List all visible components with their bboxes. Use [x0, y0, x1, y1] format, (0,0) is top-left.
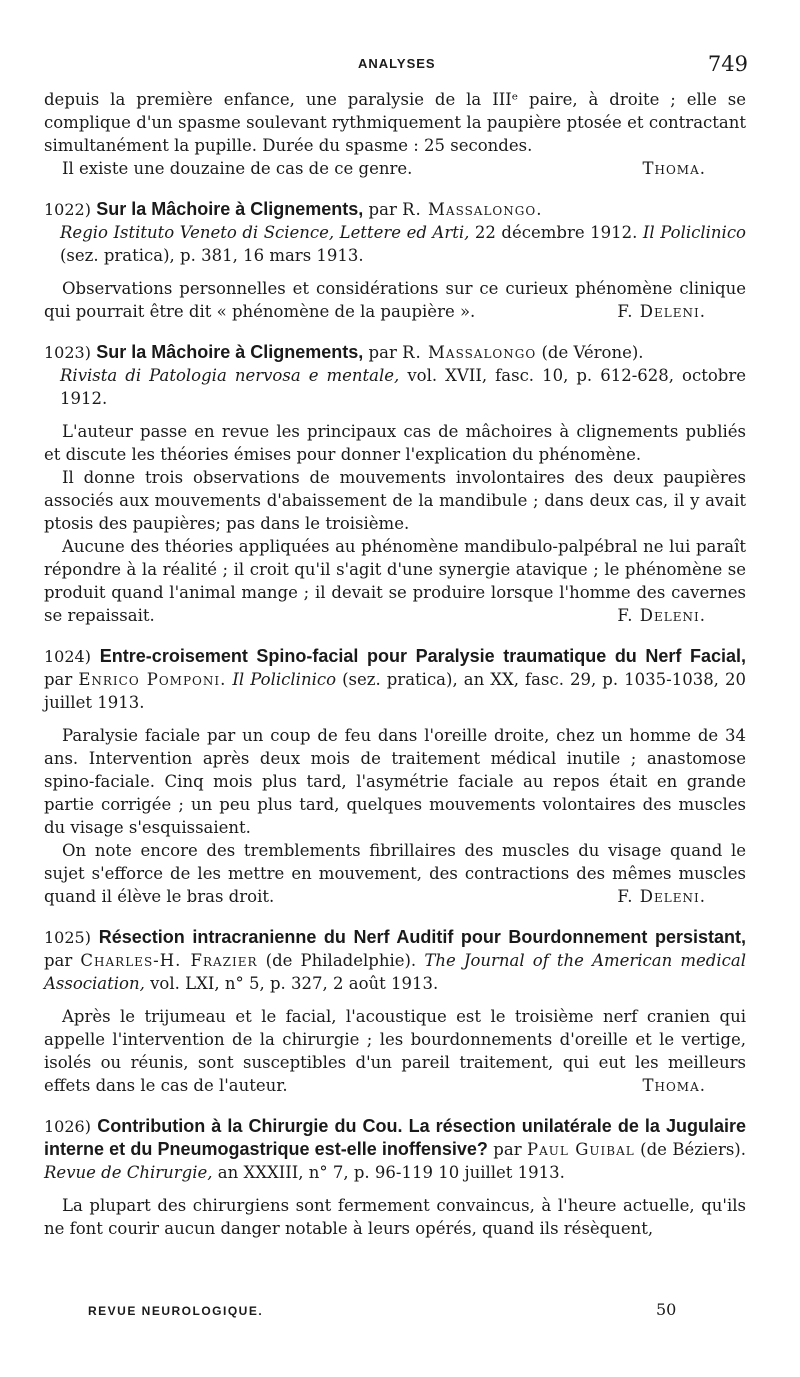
intro-closing: [44, 157, 746, 180]
intro-paragraph-2: Il existe une douzaine de cas de ce genre.: [62, 159, 413, 178]
entry-signature: Thoma.: [642, 1076, 706, 1095]
intro-signature: Thoma.: [642, 159, 706, 178]
entry-number: 1025): [44, 928, 91, 947]
entry-source-journal: Il Policlinico: [232, 670, 337, 689]
entry-by: par: [368, 343, 397, 362]
entry-paragraph: La plupart des chirurgiens sont fermement convaincus, à l'heure actuelle, qu'ils ne font courir aucun danger notable à leurs opérés, quand ils résèquent,: [44, 1196, 746, 1238]
entry-by: par: [368, 200, 397, 219]
entry-number: 1022): [44, 200, 91, 219]
entry-paragraph: Il donne trois observations de mouvements involontaires des deux paupières associés aux mouvements d'abaissement de la mandibule ; dans deux cas, il y avait ptosis des paupières; pas dans le troisième.: [44, 468, 746, 533]
entry-heading: [44, 926, 746, 995]
entry-heading: [44, 198, 746, 267]
entry-source-details: vol. LXI, n° 5, p. 327, 2 août 1913.: [150, 974, 439, 993]
entry-paragraph: [44, 1005, 746, 1097]
entry-signature: F. Deleni.: [617, 887, 706, 906]
entry-source-journal: The Journal of the American medical Association,: [44, 951, 746, 993]
entry-number: 1024): [44, 647, 91, 666]
entry-title: Sur la Mâchoire à Clignements,: [96, 342, 364, 362]
entry-number: 1023): [44, 343, 91, 362]
entry-text: Observations personnelles et considérations sur ce curieux phénomène clinique qui pourrait être dit « phénomène de la paupière ».: [44, 279, 746, 321]
entry-source: [44, 221, 746, 267]
entry-paragraph: Paralysie faciale par un coup de feu dans l'oreille droite, chez un homme de 34 ans. Intervention après deux mois de traitement médical inutile ; anastomose spino-faciale. Cinq mois plus tard, l'asymétrie faciale au repos était en grande partie corrigée ; un peu plus tard, quelques mouvements volontaires des muscles du visage s'esquissaient.: [44, 726, 746, 837]
entry-source-date: 22 décembre 1912.: [474, 223, 638, 242]
entry-title: Contribution à la Chirurgie du Cou. La résection unilatérale de la Jugulaire interne et du Pneumogastrique est-elle inoffensive?: [44, 1116, 746, 1159]
entry-author: Enrico Pomponi.: [78, 670, 227, 689]
entry-source-details: (sez. pratica), an XX, fasc. 29, p. 1035-1038, 20 juillet 1913.: [44, 670, 746, 712]
entry-paragraph: L'auteur passe en revue les principaux cas de mâchoires à clignements publiés et discute les théories émises pour donner l'explication du phénomène.: [44, 422, 746, 464]
entry-1023: [44, 341, 746, 627]
entry-text: On note encore des tremblements fibrillaires des muscles du visage quand le sujet s'efforce de les mettre en mouvement, des contractions des mêmes muscles quand il élève le bras droit.: [44, 841, 746, 906]
entry-source: [44, 364, 746, 410]
entry-author-place: (de Béziers).: [640, 1140, 746, 1159]
entry-heading: [44, 341, 746, 410]
entry-by: par: [493, 1140, 522, 1159]
entry-source-details: an XXXIII, n° 7, p. 96-119 10 juillet 1913.: [217, 1163, 565, 1182]
entry-1022: [44, 198, 746, 323]
entry-source-journal: Revue de Chirurgie,: [44, 1163, 213, 1182]
entry-signature: F. Deleni.: [617, 606, 706, 625]
entry-source-details: (sez. pratica), p. 381, 16 mars 1913.: [60, 246, 364, 265]
entry-paragraph: [44, 535, 746, 627]
entry-source-details: vol. XVII, fasc. 10, p. 612-628, octobre 1912.: [60, 366, 747, 408]
intro-section: [44, 88, 746, 180]
entry-by: par: [44, 670, 73, 689]
entry-text: Aucune des théories appliquées au phénomène mandibulo-palpébral ne lui paraît répondre à la réalité ; il croit qu'il s'agit d'une synergie atavique ; le phénomène se produit quand l'animal mange ; il devait se produire lorsque l'homme des cavernes se repaissait.: [44, 537, 746, 625]
article-body: [44, 88, 746, 1240]
entry-author: R. Massalongo: [402, 343, 537, 362]
entry-title: Résection intracranienne du Nerf Auditif pour Bourdonnement persistant,: [98, 927, 746, 947]
entry-author-place: (de Philadelphie).: [265, 951, 417, 970]
entry-source-journal-2: Il Policlinico: [642, 223, 746, 242]
intro-paragraph: depuis la première enfance, une paralysie de la IIIᵉ paire, à droite ; elle se complique d'un spasme soulevant rythmiquement la paupière ptosée et contractant simultanément la pupille. Durée du spasme : 25 secondes.: [44, 90, 746, 155]
entry-1024: [44, 645, 746, 908]
entry-1026: [44, 1115, 746, 1240]
entry-author: Charles-H. Frazier: [80, 951, 258, 970]
entry-paragraph: [44, 277, 746, 323]
entry-signature: F. Deleni.: [617, 302, 706, 321]
entry-heading: [44, 645, 746, 714]
entry-by: par: [44, 951, 73, 970]
entry-author: Paul Guibal: [527, 1140, 635, 1159]
journal-name: REVUE NEUROLOGIQUE.: [88, 1304, 264, 1318]
entry-text: Après le trijumeau et le facial, l'acoustique est le troisième nerf cranien qui appelle l'intervention de la chirurgie ; les bourdonnements d'oreille et le vertige, isolés ou réunis, sont susceptibles d'un pareil traitement, qui eut les meilleurs effets dans le cas de l'auteur.: [44, 1007, 746, 1095]
entry-source-journal: Regio Istituto Veneto di Science, Lettere ed Arti,: [60, 223, 470, 242]
running-head: ANALYSES: [358, 56, 436, 71]
page-footer: [0, 1300, 800, 1324]
page-number: 749: [707, 52, 748, 76]
entry-number: 1026): [44, 1117, 91, 1136]
sheet-number: 50: [656, 1300, 677, 1319]
entry-heading: [44, 1115, 746, 1184]
entry-author: R. Massalongo.: [402, 200, 543, 219]
entry-title: Entre-croisement Spino-facial pour Paralysie traumatique du Nerf Facial,: [99, 646, 746, 666]
entry-1025: [44, 926, 746, 1097]
entry-source-journal: Rivista di Patologia nervosa e mentale,: [60, 366, 400, 385]
entry-paragraph: [44, 839, 746, 908]
entry-author-place: (de Vérone).: [541, 343, 644, 362]
entry-title: Sur la Mâchoire à Clignements,: [96, 199, 364, 219]
page-header: [0, 52, 800, 80]
